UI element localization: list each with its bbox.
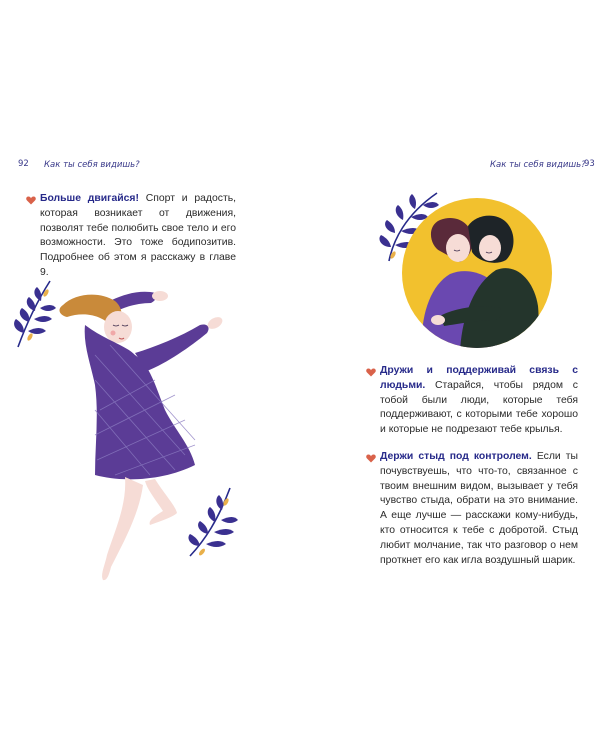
left-paragraph [40, 192, 236, 281]
heart-bullet-icon [26, 196, 36, 205]
leaf-sprig-icon [10, 275, 60, 350]
left-paragraph-text: Спорт и радость, которая возникает от движения, позволят тебе полюбить свое тело и его возможности. Это тоже бодипозитив. Подробнее об этом я расскажу в главе 9. [40, 193, 236, 278]
right-paragraph-1-bold: Дружи и поддерживай связь с людьми. [380, 365, 578, 391]
heart-bullet-icon [366, 454, 376, 463]
right-page-number: 93 [584, 159, 595, 169]
right-running-title: Как ты себя видишь? [490, 160, 586, 170]
leaf-sprig-icon [180, 480, 245, 560]
right-paragraph-2-text: Если ты почувствуешь, что что-то, связанное с твоим внешним видом, вызывает у тебя чувство стыда, обрати на это внимание. А еще лучше — расскажи кому-нибудь, кто относится к тебе с добротой. Стыд любит молчание, так что разговор о нем проткнет его как игла воздушный шарик. [380, 451, 578, 566]
right-paragraph-2 [380, 450, 578, 568]
right-paragraph-1-text: Старайся, чтобы рядом с тобой были люди, которые тебя поддерживают, с которыми тебе хорошо и которые не подрезают тебе крылья. [380, 379, 578, 436]
hugging-friends-illustration [400, 196, 555, 351]
right-paragraph-2-bold: Держи стыд под контролем. [380, 451, 532, 462]
right-paragraph-1 [380, 364, 578, 438]
heart-bullet-icon [366, 368, 376, 377]
left-page-number: 92 [18, 159, 29, 169]
left-running-title: Как ты себя видишь? [44, 160, 140, 170]
left-paragraph-bold: Больше двигайся! [40, 193, 139, 204]
